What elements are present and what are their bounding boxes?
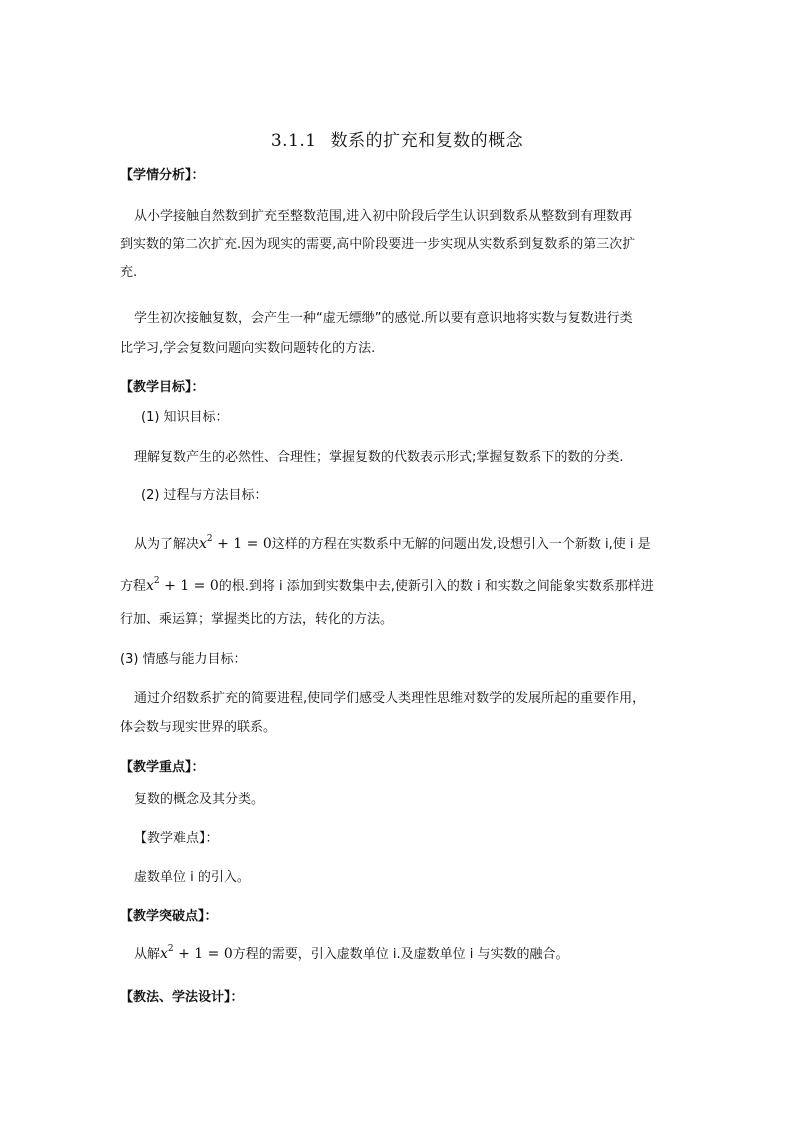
equation-rest: + 1 = 0 [212,536,272,552]
goal-2-label: (2) 过程与方法目标： [141,488,268,503]
goal-2-line-2-end: 的根.到将 i 添加到实数集中去,使新引入的数 i 和实数之间能象实数系那样进 [218,579,654,594]
breakthrough-end: 方程的需要，引入虚数单位 i.及虚数单位 i 与实数的融合。 [232,947,569,962]
goal-2-line-2 [120,576,654,597]
analysis-paragraph-1-line-3: 充. [120,265,138,280]
goal-2-line-3: 行加、乘运算；掌握类比的方法，转化的方法。 [120,612,394,627]
goal-3-label: (3) 情感与能力目标： [120,652,247,667]
key-points-text: 复数的概念及其分类。 [134,792,265,807]
equation-exponent: 2 [153,576,160,586]
analysis-heading: 【学情分析】： [120,168,205,183]
goal-3-line-1: 通过介绍数系扩充的简要进程,使同学们感受人类理性思维对数学的发展所起的重要作用， [134,691,646,706]
analysis-paragraph-2-line-1: 学生初次接触复数，会产生一种“虚无缥缈”的感觉.所以要有意识地将实数与复数进行类 [134,311,633,326]
analysis-paragraph-1-line-1: 从小学接触自然数到扩充至整数范围,进入初中阶段后学生认识到数系从整数到有理数再 [134,209,633,224]
analysis-paragraph-2-line-2: 比学习,学会复数问题向实数问题转化的方法. [120,341,376,356]
breakthrough-start: 从解 [134,947,161,962]
goals-heading: 【教学目标】： [120,380,205,395]
equation-exponent: 2 [206,534,213,544]
methods-heading: 【教法、学法设计】： [120,990,244,1005]
key-points-heading: 【教学重点】： [120,760,205,775]
equation-rest: + 1 = 0 [173,946,233,962]
equation-rest: + 1 = 0 [159,578,219,594]
title-number: 3.1.1 [270,131,317,151]
goal-3-line-2: 体会数与现实世界的联系。 [120,720,277,735]
equation-variable: x [146,578,154,594]
breakthrough-heading: 【教学突破点】： [120,909,218,924]
equation-x2-plus-1 [199,536,272,552]
equation-x2-plus-1 [160,946,233,962]
goal-1-text: 理解复数产生的必然性、合理性；掌握复数的代数表示形式;掌握复数系下的数的分类. [134,450,624,465]
page-title [0,126,794,151]
goal-2-line-2-start: 方程 [120,579,147,594]
difficulty-heading: 【教学难点】： [134,831,219,846]
goal-1-label: (1) 知识目标： [141,410,229,425]
equation-x2-plus-1 [146,578,219,594]
equation-variable: x [199,536,207,552]
equation-exponent: 2 [167,944,174,954]
goal-2-line-1 [134,534,651,555]
equation-variable: x [160,946,168,962]
goal-2-line-1-start: 从为了解决 [134,537,200,552]
goal-2-line-1-end: 这样的方程在实数系中无解的问题出发,设想引入一个新数 i,使 i 是 [271,537,651,552]
breakthrough-line [134,944,569,965]
difficulty-text: 虚数单位 i 的引入。 [134,870,250,885]
analysis-paragraph-1-line-2: 到实数的第二次扩充.因为现实的需要,高中阶段要进一步实现从实数系到复数系的第三次扩 [120,237,636,252]
title-text: 数系的扩充和复数的概念 [330,131,524,151]
